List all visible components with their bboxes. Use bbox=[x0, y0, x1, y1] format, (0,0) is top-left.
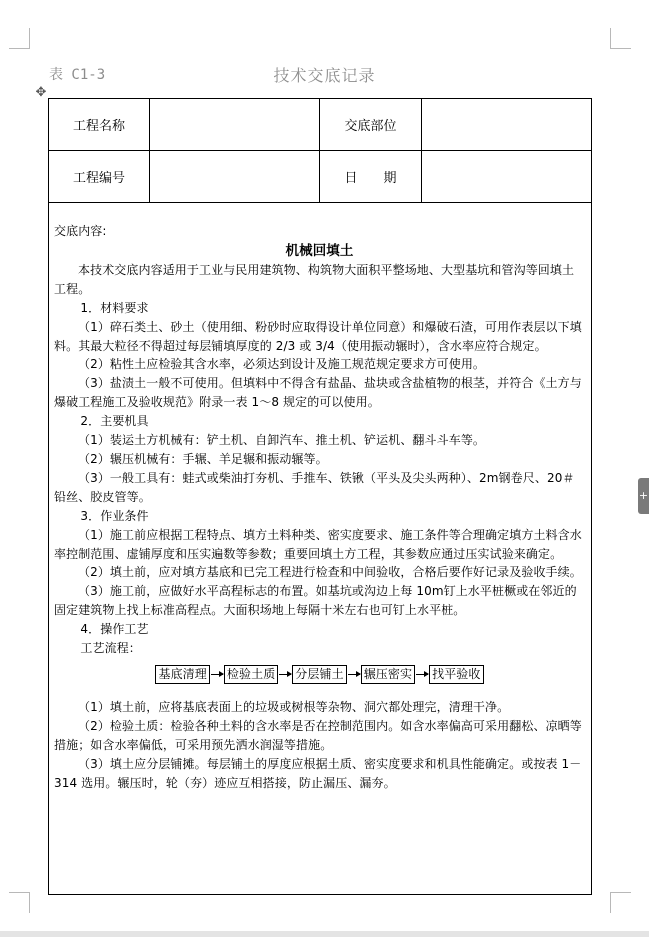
date-field[interactable] bbox=[422, 151, 591, 202]
section-2-title: 2．主要机具 bbox=[80, 414, 149, 429]
flow-step-base-cleaning: 基底清理 bbox=[155, 665, 209, 684]
section-2-item-1: （1）装运土方机械有：铲土机、自卸汽车、推土机、铲运机、翻斗斗车等。 bbox=[78, 433, 486, 448]
table-move-handle-icon[interactable]: ✥ bbox=[35, 85, 47, 100]
page-bottom-strip bbox=[0, 931, 649, 937]
disclosure-form bbox=[48, 98, 592, 895]
form-code: 表 C1-3 bbox=[49, 67, 106, 83]
form-row-number bbox=[49, 151, 591, 203]
flow-arrow-icon bbox=[211, 674, 223, 675]
section-4-title: 4．操作工艺 bbox=[80, 622, 149, 637]
section-1-item-1: （1）碎石类土、砂土（使用细、粉砂时应取得设计单位同意）和爆破石渣，可用作表层以下填料。其最大粒径不得超过每层铺填厚度的 2/3 或 3/4（使用振动辗时），含水率应符合规定。 bbox=[54, 319, 582, 353]
page-corner-mark-top-right bbox=[610, 28, 631, 49]
side-panel-expand-icon[interactable]: + bbox=[638, 478, 649, 514]
date-label: 日 期 bbox=[320, 151, 422, 202]
page-corner-mark-top-left bbox=[9, 28, 30, 49]
project-number-label: 工程编号 bbox=[49, 151, 150, 202]
section-4-item-1: （1）填土前，应将基底表面上的垃圾或树根等杂物、洞穴都处理完，清理干净。 bbox=[78, 699, 510, 714]
project-name-field[interactable] bbox=[150, 99, 320, 150]
location-field[interactable] bbox=[422, 99, 591, 150]
flow-arrow-icon bbox=[348, 674, 360, 675]
section-1-title: 1．材料要求 bbox=[80, 300, 149, 315]
page-title: 技术交底记录 bbox=[273, 66, 376, 85]
location-label: 交底部位 bbox=[320, 99, 422, 150]
section-1-item-3: （3）盐渍土一般不可使用。但填料中不得含有盐晶、盐块或含盐植物的根茎，并符合《土方与爆破工程施工及验收规范》附录一表 1～8 规定的可以使用。 bbox=[54, 376, 582, 410]
flow-step-leveling-acceptance: 找平验收 bbox=[429, 665, 483, 684]
flow-step-soil-inspection: 检验土质 bbox=[224, 665, 278, 684]
section-3-title: 3．作业条件 bbox=[80, 508, 149, 523]
flow-arrow-icon bbox=[279, 674, 291, 675]
process-flow-label: 工艺流程： bbox=[80, 641, 141, 656]
section-4-item-2: （2）检验土质：检验各种土料的含水率是否在控制范围内。如含水率偏高可采用翻松、凉晒等措施；如含水率偏低，可采用预先洒水润湿等措施。 bbox=[54, 718, 582, 752]
flow-step-compaction: 辗压密实 bbox=[361, 665, 415, 684]
section-4-item-3: （3）填土应分层铺摊。每层铺土的厚度应根据土质、密实度要求和机具性能确定。或按表 1－314 选用。辗压时，轮（夯）迹应互相搭接，防止漏压、漏夯。 bbox=[54, 756, 582, 790]
process-flow-diagram bbox=[54, 664, 585, 686]
disclosure-content[interactable] bbox=[54, 222, 585, 792]
section-2-item-2: （2）辗压机械有：手辗、羊足辗和振动辗等。 bbox=[78, 451, 328, 466]
scope-paragraph: 本技术交底内容适用于工业与民用建筑物、构筑物大面积平整场地、大型基坑和管沟等回填土工程。 bbox=[54, 262, 575, 296]
page-corner-mark-bottom-left bbox=[9, 892, 30, 913]
document-title: 机械回填土 bbox=[285, 242, 354, 259]
project-number-field[interactable] bbox=[150, 151, 320, 202]
form-row-project bbox=[49, 99, 591, 151]
content-intro-label: 交底内容: bbox=[54, 224, 107, 238]
section-3-item-1: （1）施工前应根据工程特点、填方土料种类、密实度要求、施工条件等合理确定填方土料含水率控制范围、虚铺厚度和压实遍数等参数；重要回填土方工程，其参数应通过压实试验来确定。 bbox=[54, 527, 582, 561]
section-2-item-3: （3）一般工具有：蛙式或柴油打夯机、手推车、铁锹（平头及尖头两种）、2m钢卷尺、20＃铅丝、胶皮管等。 bbox=[54, 470, 575, 504]
page-corner-mark-bottom-right bbox=[610, 892, 631, 913]
section-1-item-2: （2）粘性土应检验其含水率，必须达到设计及施工规范规定要求方可使用。 bbox=[78, 357, 486, 372]
project-name-label: 工程名称 bbox=[49, 99, 150, 150]
section-3-item-2: （2）填土前，应对填方基底和已完工程进行检查和中间验收，合格后要作好记录及验收手续。 bbox=[78, 565, 582, 580]
flow-step-layered-spreading: 分层铺土 bbox=[292, 665, 346, 684]
flow-arrow-icon bbox=[416, 674, 428, 675]
section-3-item-3: （3）施工前，应做好水平高程标志的布置。如基坑或沟边上每 10m钉上水平桩橛或在邻近的固定建筑物上找上标准高程点。大面积场地上每隔十米左右也可钉上水平桩。 bbox=[54, 584, 577, 618]
